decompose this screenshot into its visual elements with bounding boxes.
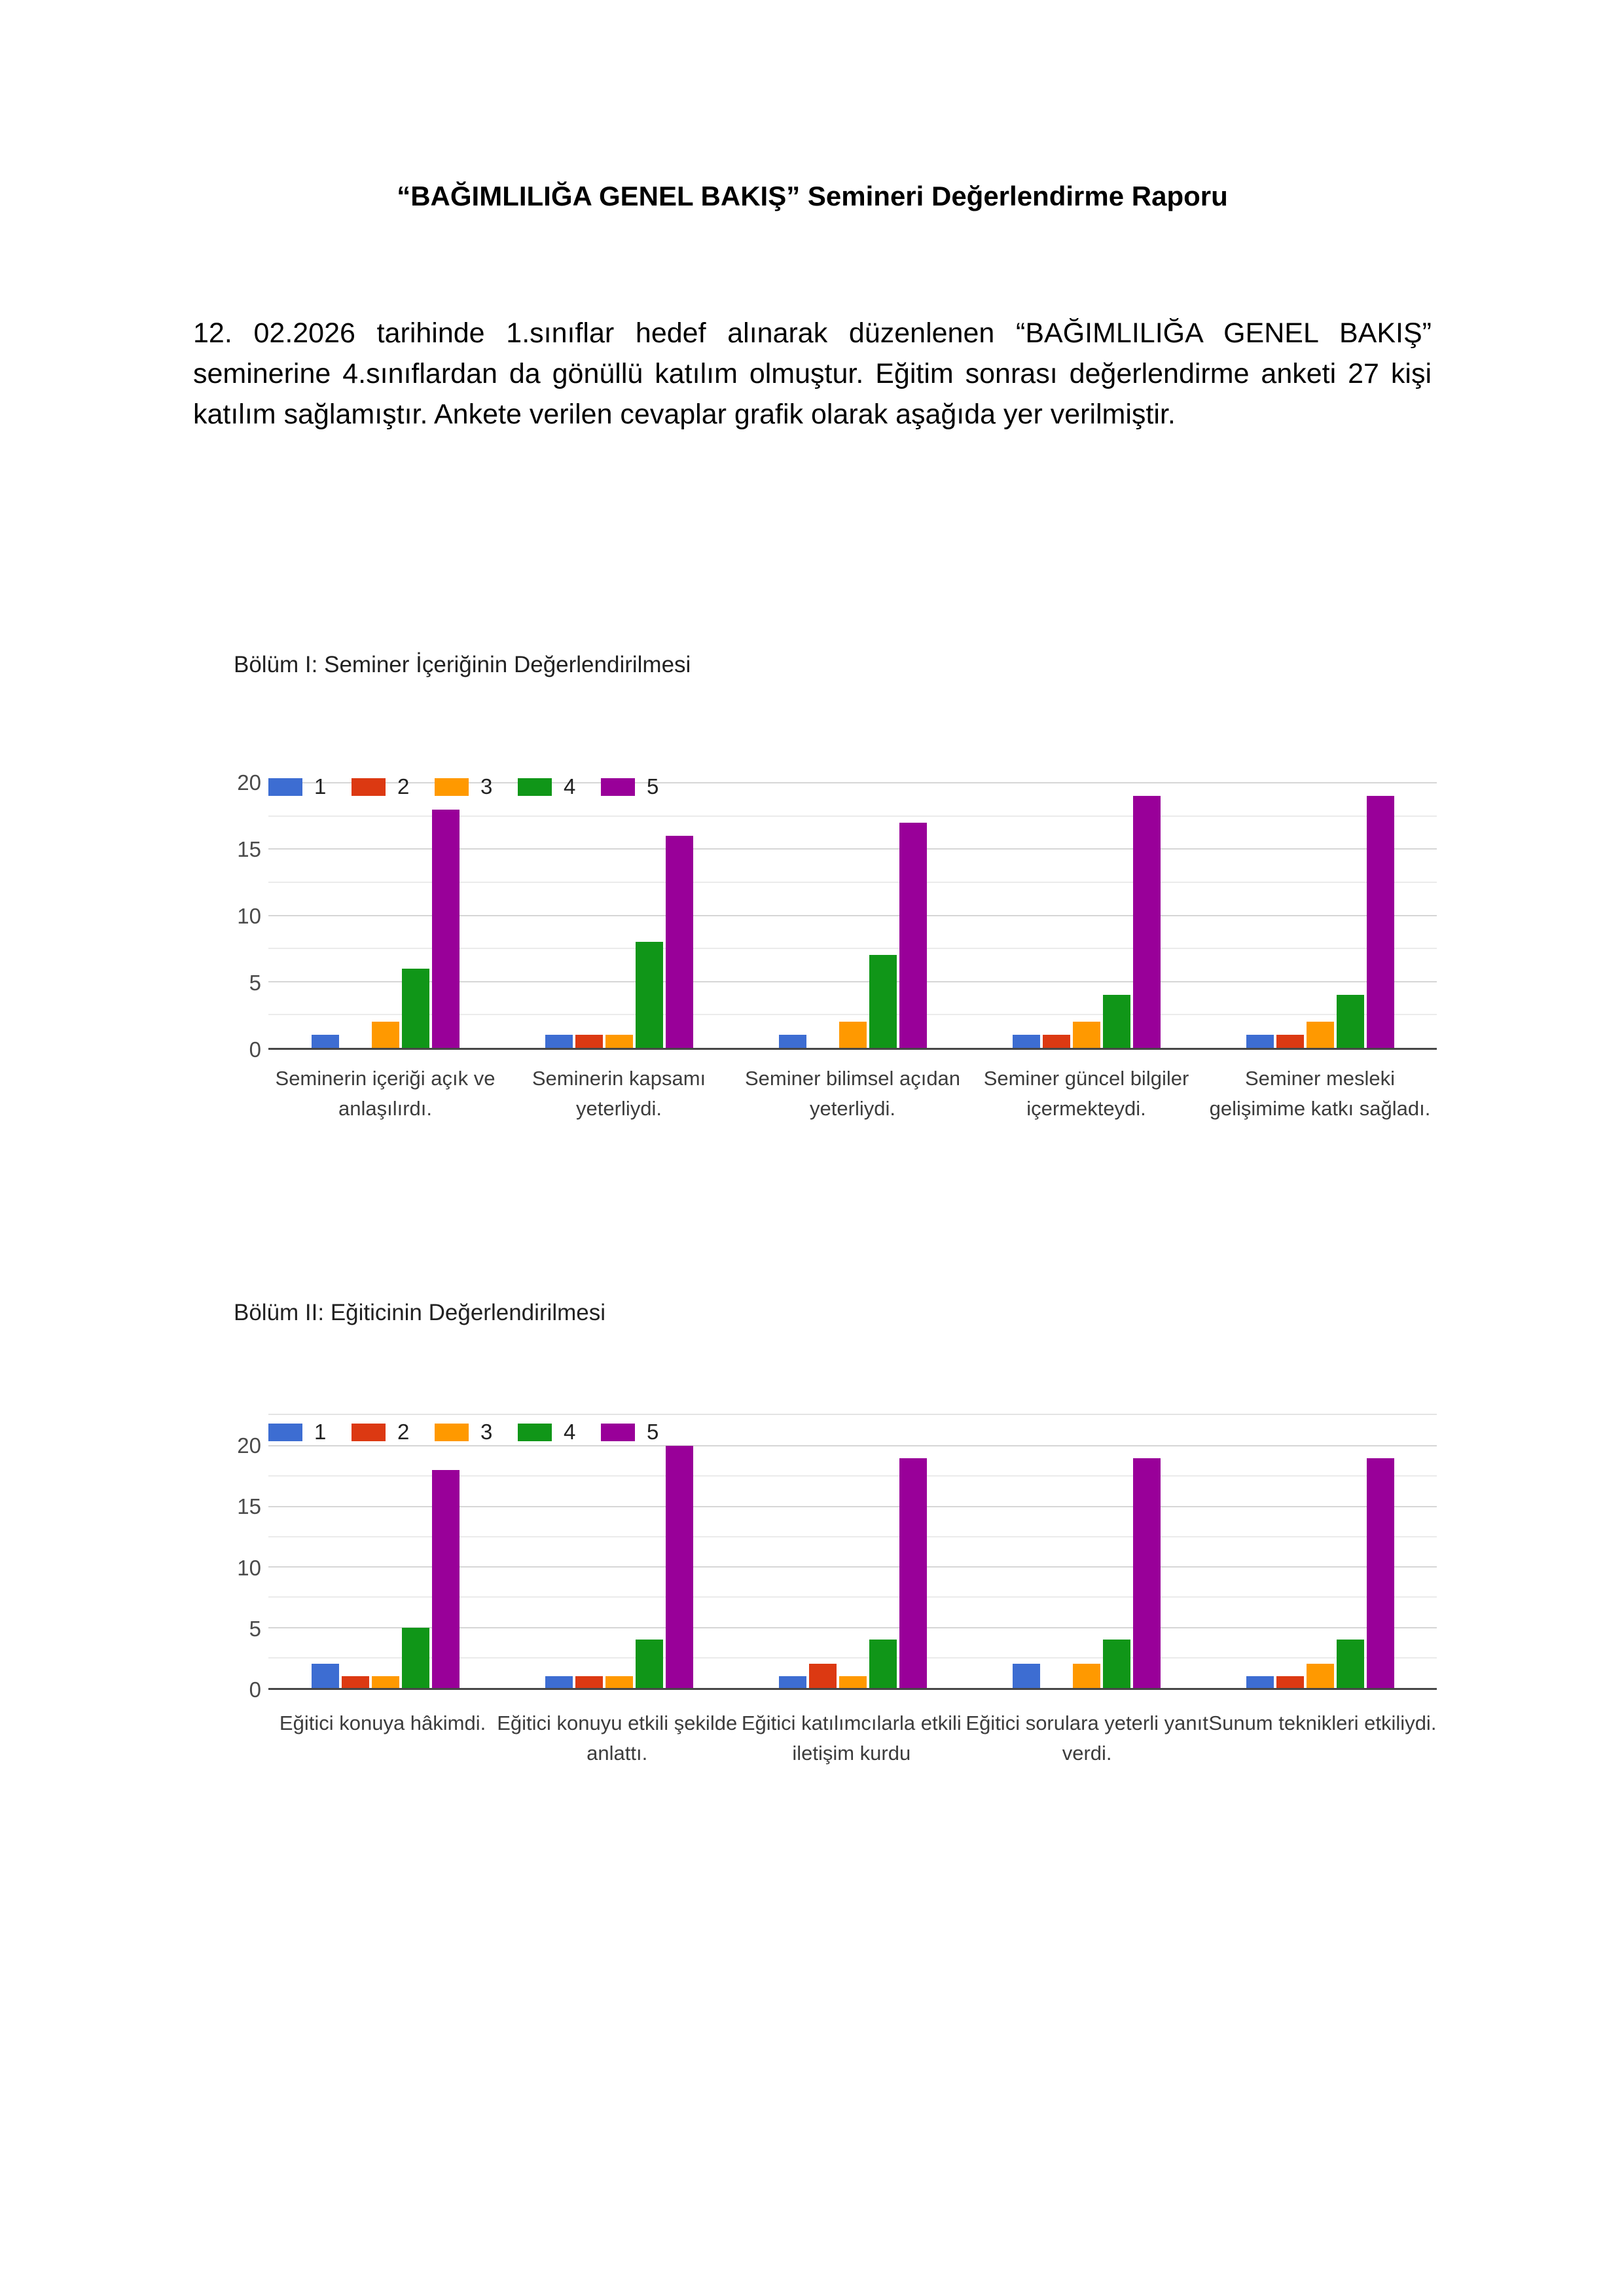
bar-rating3-q4 [1073,1022,1100,1049]
bar-rating1-q3 [779,1676,806,1689]
legend-item-1 [268,1420,352,1444]
bar-rating4-q4 [1103,995,1130,1048]
chart-top-border [268,1414,1437,1415]
bar-rating5-q1 [432,810,460,1049]
y-axis [234,1433,261,1702]
bar-slot [1335,783,1365,1048]
category-label-2: Seminerin kapsamı yeterliydi. [532,1067,706,1120]
legend-swatch-1 [268,778,302,796]
legend-label: 3 [480,1420,493,1444]
legend-item-2 [352,774,435,799]
legend-item-5 [601,774,684,799]
legend-item-5 [601,1420,684,1444]
bar-rating4-q2 [636,942,663,1048]
bar-groups [268,783,1437,1048]
plot-area [268,1446,1437,1690]
category-label-3: Seminer bilimsel açıdan yeterliydi. [744,1067,961,1120]
legend-item-3 [435,774,518,799]
bar-group-2 [502,1446,736,1688]
bar-rating1-q2 [545,1035,573,1048]
bar-group-4 [969,1446,1203,1688]
bar-rating5-q2 [666,1446,693,1688]
chart-bolum-2 [234,1401,1445,1820]
legend-swatch-5 [601,1424,635,1441]
bar-groups [268,1446,1437,1688]
y-tick-10: 10 [237,1555,261,1580]
y-tick-5: 5 [249,971,261,995]
bar-group-5 [1203,1446,1437,1688]
bar-slot [868,1446,898,1688]
bar-slot [838,1446,868,1688]
legend-label: 1 [314,1420,327,1444]
legend-item-4 [518,1420,601,1444]
bar-slot [1305,1446,1335,1688]
bar-rating1-q1 [312,1664,339,1688]
bar-rating4-q1 [402,969,429,1049]
bar-slot [1305,783,1335,1048]
bar-rating5-q4 [1133,1458,1161,1689]
bar-rating2-q2 [575,1035,603,1048]
bar-slot [838,783,868,1048]
bar-rating4-q1 [402,1628,429,1689]
legend-item-1 [268,774,352,799]
legend-label: 1 [314,774,327,798]
bar-rating2-q3 [809,1664,837,1688]
y-tick-20: 20 [237,1433,261,1458]
bar-group-4 [969,783,1203,1048]
legend-label: 2 [397,774,410,798]
section-1-heading: Bölüm I: Seminer İçeriğinin Değerlendirilmesi [234,652,691,677]
document-title: “BAĞIMLILIĞA GENEL BAKIŞ” Semineri Değerlendirme Raporu [397,181,1228,211]
bar-rating5-q3 [899,823,927,1048]
bar-slot [604,783,634,1048]
bar-rating1-q5 [1246,1035,1274,1048]
bar-slot [574,783,604,1048]
x-axis-labels [268,1708,1437,1768]
bar-slot [1011,783,1041,1048]
bar-rating2-q5 [1276,1035,1304,1048]
legend-swatch-4 [518,778,552,796]
legend-label: 2 [397,1420,410,1444]
legend-item-2 [352,1420,435,1444]
intro-paragraph: 12. 02.2026 tarihinde 1.sınıflar hedef alınarak düzenlenen “BAĞIMLILIĞA GENEL BAKIŞ” seminerine 4.sınıflardan da gönüllü katılım olmuştur. Eğitim sonrası değerlendirme anketi 27 kişi katılım sağlamıştır. Ankete verilen cevaplar grafik olarak aşağıda yer verilmiştir. [193,317,1432,430]
bar-rating3-q2 [605,1035,633,1048]
legend-item-3 [435,1420,518,1444]
bar-rating4-q4 [1103,1640,1130,1688]
bar-rating1-q5 [1246,1676,1274,1689]
bar-rating4-q3 [869,1640,897,1688]
bar-rating4-q5 [1337,995,1364,1048]
category-label-4: Seminer güncel bilgiler içermekteydi. [983,1067,1189,1120]
legend-item-4 [518,774,601,799]
bar-slot [1132,783,1162,1048]
bar-rating3-q5 [1307,1022,1334,1049]
bar-slot [370,1446,401,1688]
bar-slot [1102,1446,1132,1688]
chart-legend [268,774,684,799]
bar-rating1-q2 [545,1676,573,1689]
bar-rating3-q4 [1073,1664,1100,1688]
bar-slot [778,783,808,1048]
bar-slot [604,1446,634,1688]
bar-slot [1245,783,1275,1048]
category-label-5: Sunum teknikleri etkiliydi. [1208,1712,1437,1734]
category-label-1: Eğitici konuya hâkimdi. [279,1712,486,1734]
bar-slot [544,783,574,1048]
bar-slot [1041,1446,1072,1688]
category-label-5: Seminer mesleki gelişimime katkı sağladı. [1209,1067,1431,1120]
bar-rating2-q4 [1043,1035,1070,1048]
bar-rating5-q1 [432,1470,460,1688]
bar-rating4-q2 [636,1640,663,1688]
bar-slot [401,783,431,1048]
y-tick-5: 5 [249,1616,261,1641]
bar-slot [664,783,695,1048]
bar-slot [1072,1446,1102,1688]
chart-legend [268,1420,684,1444]
y-tick-0: 0 [249,1037,261,1062]
x-axis-labels [268,1064,1437,1124]
bar-rating1-q4 [1013,1664,1040,1688]
y-tick-15: 15 [237,1494,261,1519]
y-tick-15: 15 [237,837,261,861]
section-2-heading: Bölüm II: Eğiticinin Değerlendirilmesi [234,1300,605,1325]
chart-bolum-1 [234,753,1445,1172]
bar-rating3-q3 [839,1022,867,1049]
bar-slot [1365,783,1396,1048]
bar-slot [370,783,401,1048]
bar-group-3 [736,783,969,1048]
plot-area [268,783,1437,1050]
bar-slot [1275,783,1305,1048]
category-label-4: Eğitici sorulara yeterli yanıt verdi. [965,1712,1208,1765]
bar-slot [634,1446,664,1688]
bar-slot [1132,1446,1162,1688]
bar-slot [401,1446,431,1688]
bar-rating4-q3 [869,955,897,1048]
bar-slot [664,1446,695,1688]
bar-slot [544,1446,574,1688]
legend-swatch-5 [601,778,635,796]
bar-rating5-q2 [666,836,693,1048]
y-tick-20: 20 [237,770,261,795]
bar-rating5-q3 [899,1458,927,1689]
bar-rating3-q1 [372,1676,399,1689]
bar-slot [1335,1446,1365,1688]
bar-slot [340,783,370,1048]
bar-slot [310,1446,340,1688]
bar-slot [898,783,928,1048]
bar-slot [1011,1446,1041,1688]
bar-rating1-q1 [312,1035,339,1048]
legend-label: 5 [647,1420,659,1444]
bar-slot [808,783,838,1048]
bar-slot [1072,783,1102,1048]
legend-label: 5 [647,774,659,798]
bar-slot [431,783,461,1048]
legend-label: 3 [480,774,493,798]
bar-rating5-q4 [1133,796,1161,1048]
legend-swatch-3 [435,1424,469,1441]
bar-group-3 [736,1446,969,1688]
legend-swatch-4 [518,1424,552,1441]
bar-slot [1102,783,1132,1048]
category-label-2: Eğitici konuyu etkili şekilde anlattı. [497,1712,738,1765]
legend-label: 4 [564,774,576,798]
bar-slot [574,1446,604,1688]
bar-rating5-q5 [1367,796,1394,1048]
bar-rating3-q5 [1307,1664,1334,1688]
bar-slot [1275,1446,1305,1688]
bar-rating2-q1 [342,1676,369,1689]
bar-slot [431,1446,461,1688]
y-axis [234,770,261,1062]
bar-rating2-q2 [575,1676,603,1689]
bar-rating4-q5 [1337,1640,1364,1688]
legend-swatch-3 [435,778,469,796]
legend-swatch-1 [268,1424,302,1441]
bar-slot [808,1446,838,1688]
bar-rating3-q1 [372,1022,399,1049]
bar-rating3-q3 [839,1676,867,1689]
y-tick-10: 10 [237,904,261,928]
bar-slot [634,783,664,1048]
bar-slot [310,783,340,1048]
bar-rating1-q3 [779,1035,806,1048]
bar-group-1 [268,1446,502,1688]
bar-rating3-q2 [605,1676,633,1689]
bar-slot [898,1446,928,1688]
bar-slot [1041,783,1072,1048]
legend-swatch-2 [352,778,386,796]
bar-group-2 [502,783,736,1048]
category-label-1: Seminerin içeriği açık ve anlaşılırdı. [275,1067,496,1120]
category-label-3: Eğitici katılımcılarla etkili iletişim kurdu [741,1712,962,1765]
bar-slot [1245,1446,1275,1688]
bar-rating2-q5 [1276,1676,1304,1689]
bar-rating1-q4 [1013,1035,1040,1048]
bar-slot [340,1446,370,1688]
bar-group-5 [1203,783,1437,1048]
bar-slot [778,1446,808,1688]
bar-slot [1365,1446,1396,1688]
y-tick-0: 0 [249,1677,261,1702]
legend-swatch-2 [352,1424,386,1441]
bar-group-1 [268,783,502,1048]
bar-slot [868,783,898,1048]
bar-rating5-q5 [1367,1458,1394,1689]
legend-label: 4 [564,1420,576,1444]
